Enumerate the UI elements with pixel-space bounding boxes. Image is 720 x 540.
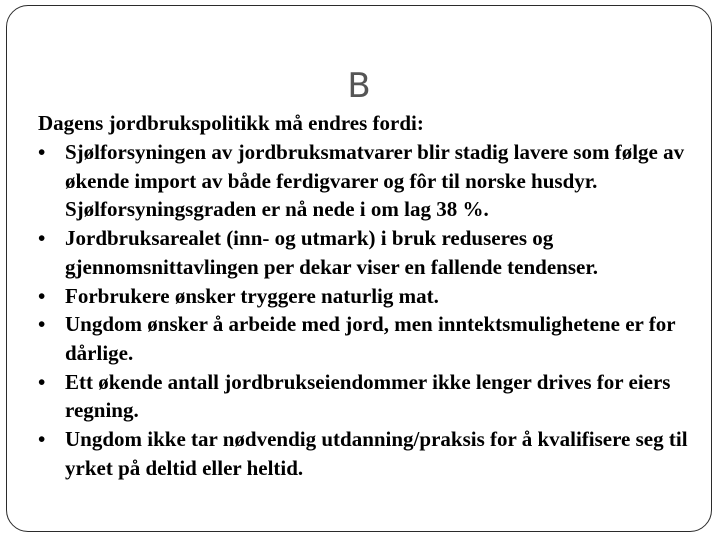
- list-item: [38, 310, 708, 367]
- list-item: [38, 224, 708, 281]
- slide-content: [38, 108, 708, 482]
- bullet-text: Ungdom ikke tar nødvendig utdanning/praksis for å kvalifisere seg til yrket på deltid eller heltid.: [65, 427, 688, 480]
- bullet-icon: •: [38, 369, 46, 394]
- bullet-text: Ett økende antall jordbrukseiendommer ikke lenger drives for eiers regning.: [65, 369, 671, 423]
- list-item: [38, 368, 708, 425]
- list-item: [38, 282, 708, 311]
- bullet-icon: •: [38, 283, 46, 308]
- list-item: [38, 425, 708, 482]
- bullet-icon: •: [38, 427, 46, 452]
- bullet-text: Sjølforsyningen av jordbruksmatvarer blir stadig lavere som følge av økende import av både ferdigvarer og fôr til norske husdyr. Sjølforsyningsgraden er nå nede i om lag 38 %.: [65, 140, 685, 222]
- bullet-icon: •: [38, 226, 46, 251]
- list-item: [38, 138, 708, 224]
- bullet-text: Ungdom ønsker å arbeide med jord, men inntektsmulighetene er for dårlige.: [65, 312, 676, 365]
- bullet-text: Forbrukere ønsker tryggere naturlig mat.: [65, 283, 439, 308]
- bullet-list: [38, 138, 708, 482]
- content-heading: Dagens jordbrukspolitikk må endres fordi:: [38, 111, 424, 135]
- slide-title: B: [347, 66, 371, 106]
- bullet-icon: •: [38, 140, 46, 164]
- bullet-icon: •: [38, 312, 46, 337]
- bullet-text: Jordbruksarealet (inn- og utmark) i bruk reduseres og gjennomsnittavlingen per dekar viser en fallende tendenser.: [65, 226, 598, 279]
